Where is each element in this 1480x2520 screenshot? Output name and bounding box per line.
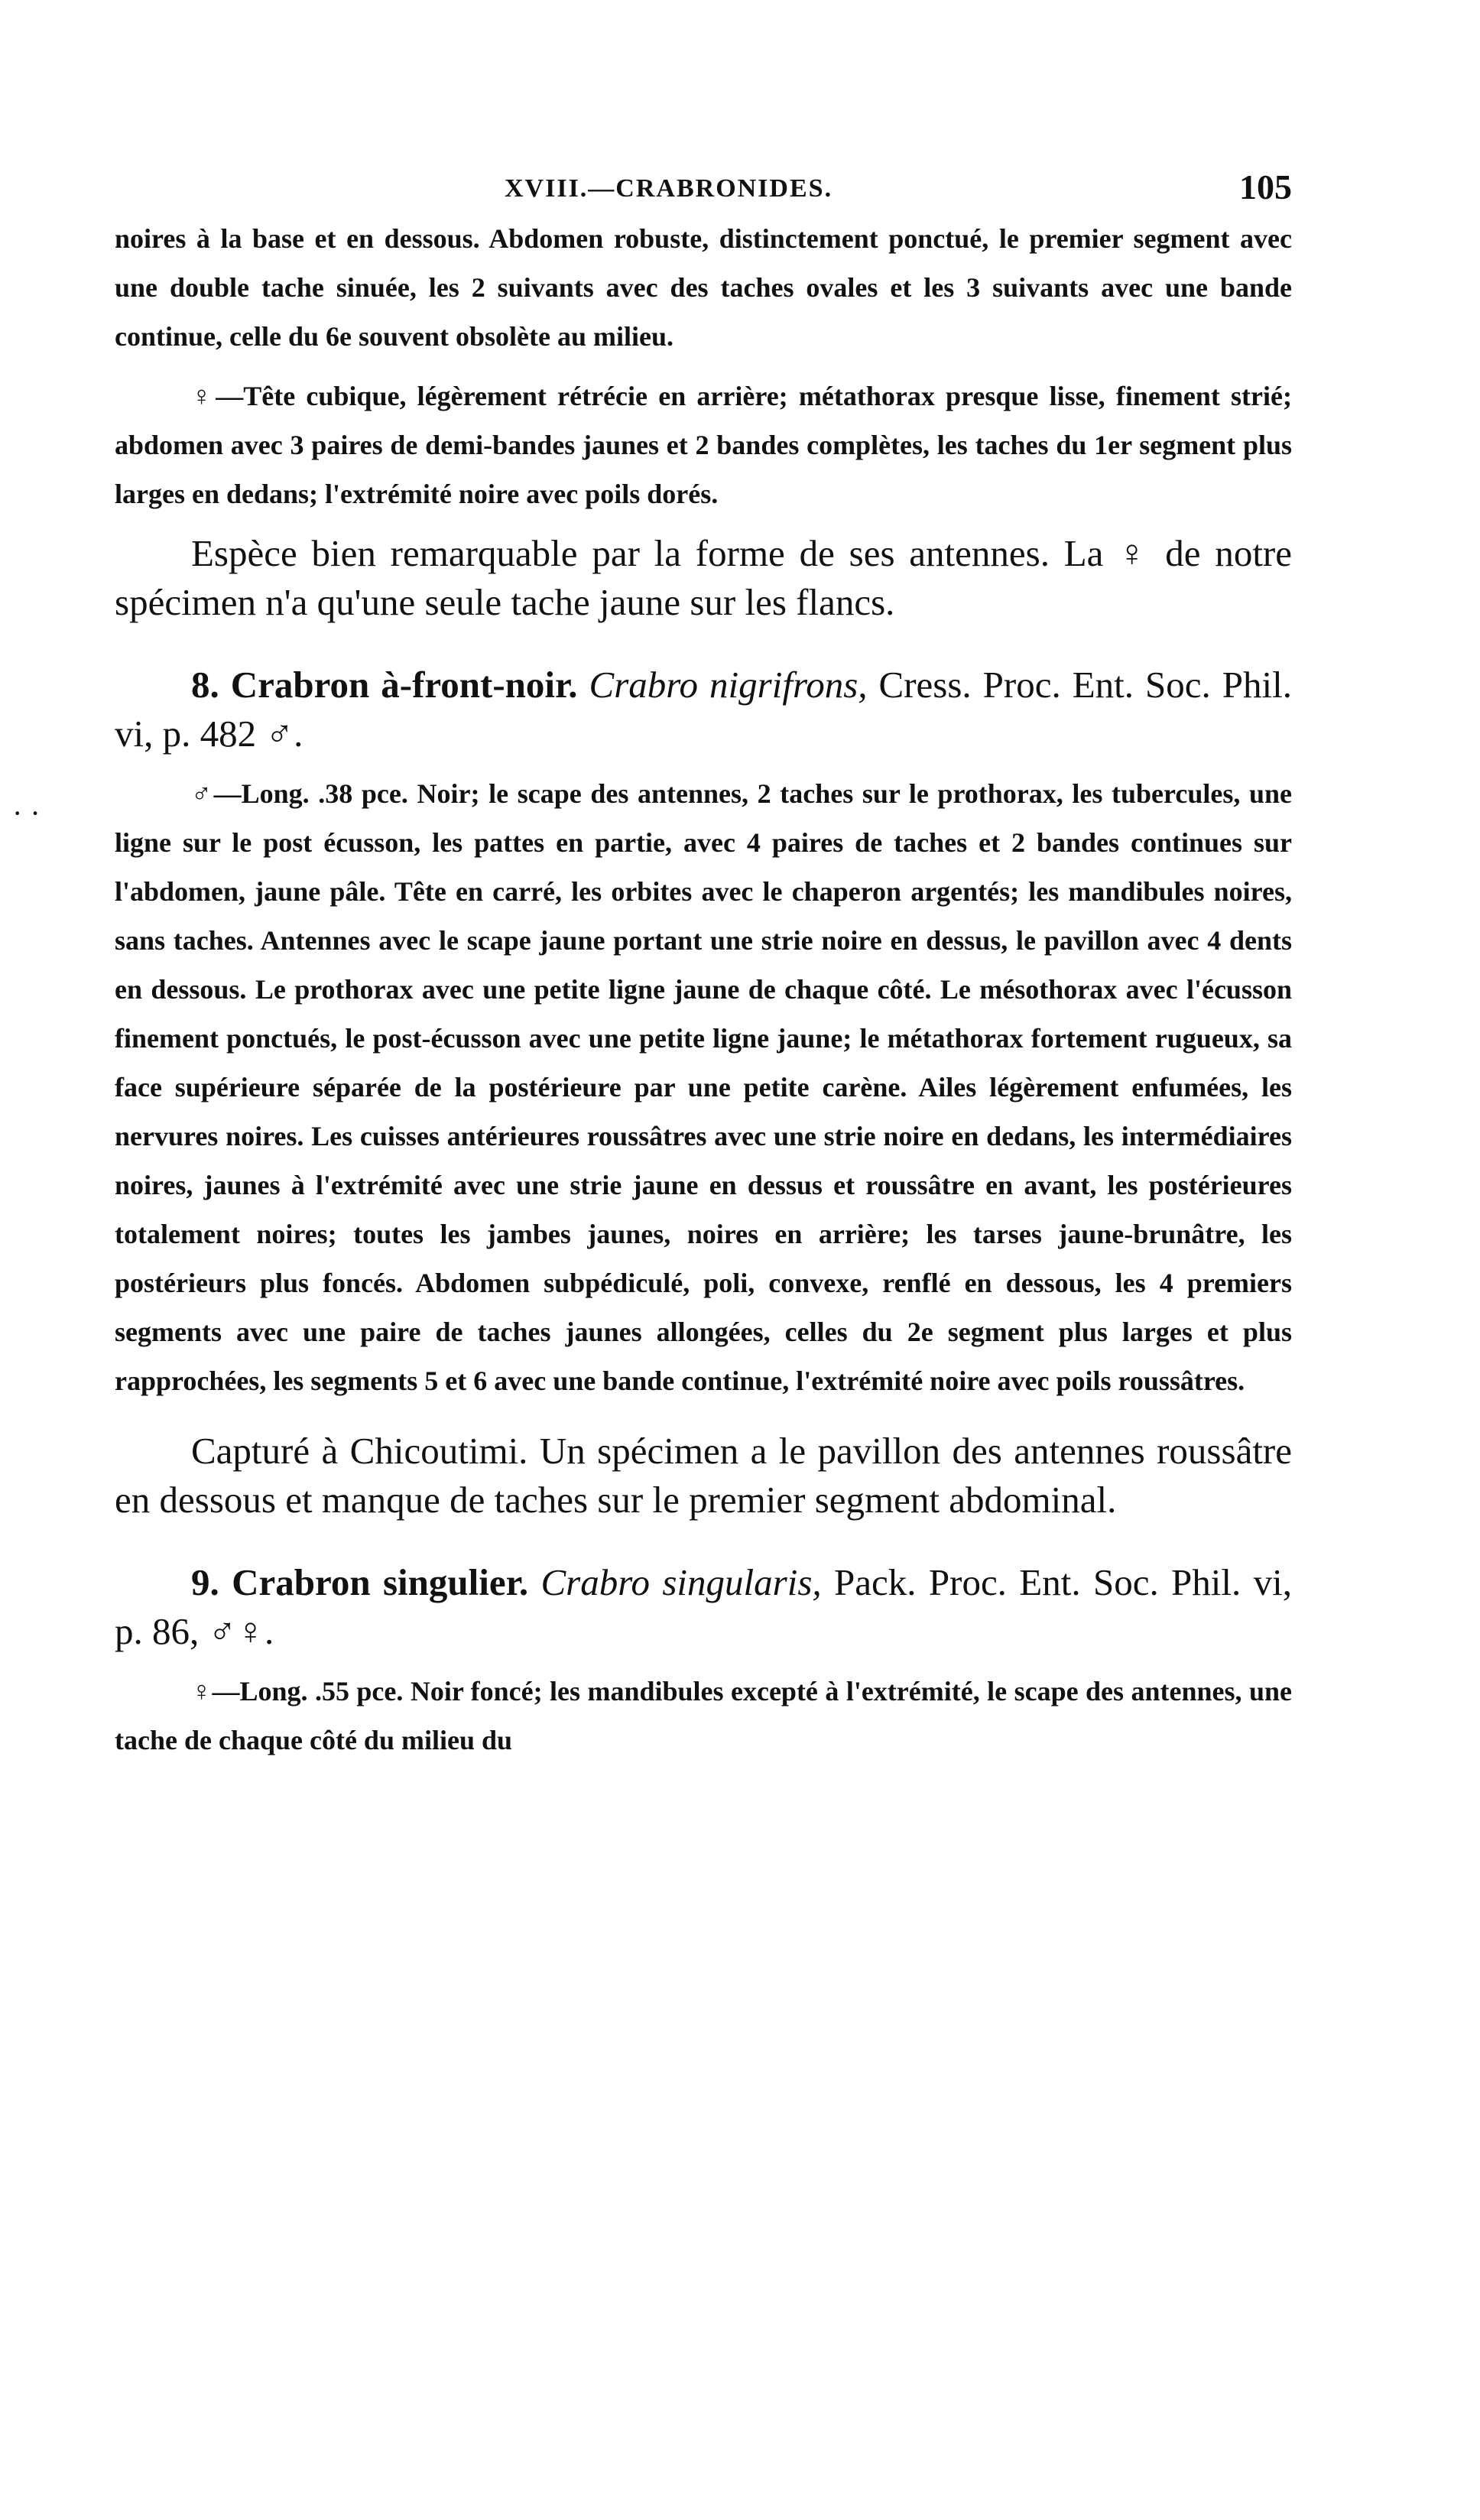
page-number: 105 xyxy=(1239,167,1292,206)
species-number: 8. xyxy=(191,664,219,706)
species-heading-8 xyxy=(115,661,1292,758)
book-page xyxy=(115,161,1292,1765)
page-header xyxy=(115,161,1292,214)
species-heading-9 xyxy=(115,1558,1292,1656)
species-citation: Pack. Proc. Ent. Soc. Phil. vi, p. 86, ♂♀. xyxy=(115,1561,1292,1652)
paragraph-continuation: noires à la base et en dessous. Abdomen robuste, distinctement ponctué, le premier segment avec une double tache sinuée, les 2 suivants avec des taches ovales et les 3 suivants avec une bande continue, celle du 6e souvent obsolète au milieu. xyxy=(115,223,1292,352)
paragraph-male-description: ♂—Long. .38 pce. Noir; le scape des antennes, 2 taches sur le prothorax, les tubercules, une ligne sur le post écusson, les pattes en partie, avec 4 paires de taches et 2 bandes continues sur l'abdomen, jaune pâle. Tête en carré, les orbites avec le chaperon argentés; les mandibules noires, sans taches. Antennes avec le scape jaune portant une strie noire en dessus, le pavillon avec 4 dents en dessous. Le prothorax avec une petite ligne jaune de chaque côté. Le mésothorax avec l'écusson finement ponctués, le post-écusson avec une petite ligne jaune; le métathorax fortement rugueux, sa face supérieure séparée de la postérieure par une petite carène. Ailes légèrement enfumées, les nervures noires. Les cuisses antérieures roussâtres avec une strie noire en dedans, les intermédiaires noires, jaunes à l'extrémité avec une strie jaune en dessus et roussâtre en avant, les postérieures totalement noires; toutes les jambes jaunes, noires en arrière; les tarses jaune-brunâtre, les postérieurs plus foncés. Abdomen subpédiculé, poli, convexe, renflé en dessous, les 4 premiers segments avec une paire de taches jaunes allongées, celles du 2e segment plus larges et plus rapprochées, les segments 5 et 6 avec une bande continue, l'extrémité noire avec poils roussâtres. xyxy=(115,778,1292,1396)
paragraph-capture-note: Capturé à Chicoutimi. Un spécimen a le pavillon des antennes roussâtre en dessous et manque de taches sur le premier segment abdominal. xyxy=(115,1430,1292,1521)
species-common-name: Crabron à-front-noir. xyxy=(230,664,578,706)
paragraph-female-description-9: ♀—Long. .55 pce. Noir foncé; les mandibules excepté à l'extrémité, le scape des antennes, une tache de chaque côté du milieu du xyxy=(115,1676,1292,1755)
running-title: XVIII.—CRABRONIDES. xyxy=(505,174,833,203)
species-citation: Cress. Proc. Ent. Soc. Phil. vi, p. 482 ♂. xyxy=(115,664,1293,755)
margin-marks: · · xyxy=(12,796,41,830)
species-scientific-name: Crabro singularis, xyxy=(540,1561,822,1603)
paragraph-remark: Espèce bien remarquable par la forme de ses antennes. La ♀ de notre spécimen n'a qu'une seule tache jaune sur les flancs. xyxy=(115,532,1292,623)
paragraph-female-description: ♀—Tête cubique, légèrement rétrécie en arrière; métathorax presque lisse, finement strié; abdomen avec 3 paires de demi-bandes jaunes et 2 bandes complètes, les taches du 1er segment plus larges en dedans; l'extrémité noire avec poils dorés. xyxy=(115,381,1292,509)
species-common-name: Crabron singulier. xyxy=(232,1561,529,1603)
species-number: 9. xyxy=(191,1561,219,1603)
species-scientific-name: Crabro nigrifrons, xyxy=(589,664,868,706)
